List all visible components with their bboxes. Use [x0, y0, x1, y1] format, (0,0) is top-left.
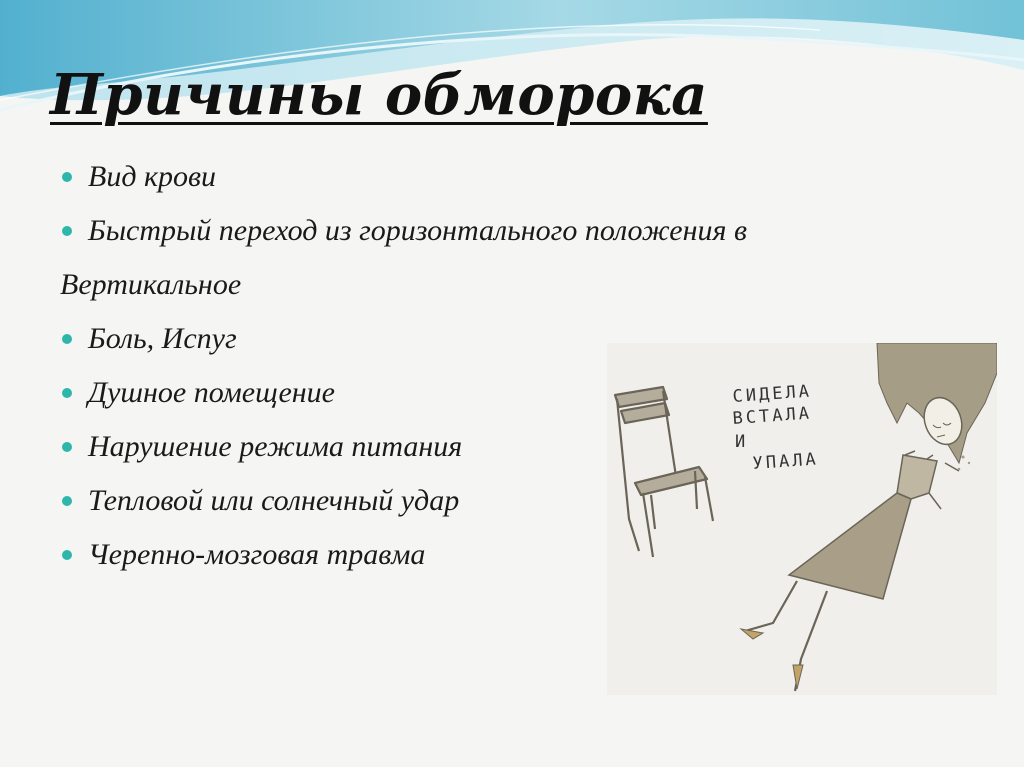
- slide-title: Причины обморока: [50, 62, 708, 128]
- chair-and-girl-drawing: [607, 343, 997, 695]
- list-item-text: Душное помещение: [88, 376, 335, 409]
- list-item-continuation: [60, 258, 962, 312]
- caption-text: [732, 381, 819, 473]
- list-item: [62, 204, 962, 258]
- list-item: [62, 150, 962, 204]
- list-item-text: Быстрый переход из горизонтального положения в: [88, 214, 747, 247]
- bullet-dot-icon: [62, 172, 72, 182]
- bullet-dot-icon: [62, 550, 72, 560]
- list-item-text: Тепловой или солнечный удар: [88, 484, 460, 517]
- bullet-dot-icon: [62, 496, 72, 506]
- bullet-dot-icon: [62, 442, 72, 452]
- bullet-dot-icon: [62, 334, 72, 344]
- bullet-dot-icon: [62, 226, 72, 236]
- caption-line: И: [735, 432, 749, 452]
- list-item-text: Черепно-мозговая травма: [88, 538, 426, 571]
- bullet-dot-icon: [62, 388, 72, 398]
- caption-line: ВСТАЛА: [731, 403, 813, 429]
- chair-icon: [615, 387, 713, 557]
- list-item-text: Нарушение режима питания: [88, 430, 463, 463]
- list-item-text: Боль, Испуг: [88, 322, 237, 355]
- fainting-illustration: [607, 343, 997, 695]
- caption-line: СИДЕЛА: [731, 381, 813, 407]
- caption-line: УПАЛА: [751, 449, 820, 474]
- list-item-text: Вертикальное: [60, 268, 242, 301]
- list-item-text: Вид крови: [88, 160, 217, 193]
